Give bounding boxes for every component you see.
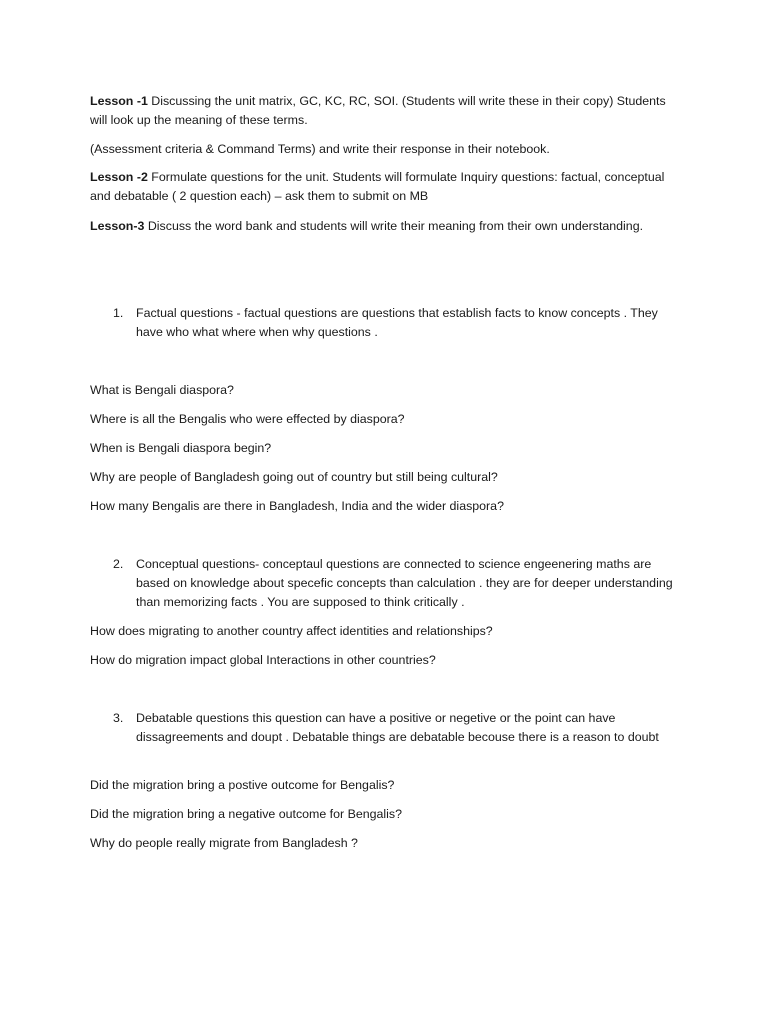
section-1-heading: Factual questions - factual questions are questions that establish facts to know concepts . They have who what where when why questions .: [136, 306, 658, 339]
question-item: What is Bengali diaspora?: [90, 383, 234, 397]
question-item: How many Bengalis are there in Bangladesh, India and the wider diaspora?: [90, 499, 504, 513]
lesson-3-paragraph: [90, 217, 680, 236]
lesson-2-text: Formulate questions for the unit. Students will formulate Inquiry questions: factual, conceptual and debatable ( 2 question each) – ask them to submit on MB: [90, 170, 665, 203]
question-item: How does migrating to another country affect identities and relationships?: [90, 624, 493, 638]
lesson-1-note-text: (Assessment criteria & Command Terms) and write their response in their notebook.: [90, 142, 550, 156]
section-2-heading: Conceptual questions- conceptaul questions are connected to science engeenering maths are based on knowledge about specefic concepts than calculation . they are for deeper understanding than memorizing facts . You are supposed to think critically .: [136, 557, 673, 609]
lesson-1-text: Discussing the unit matrix, GC, KC, RC, SOI. (Students will write these in their copy) Students will look up the meaning of these terms.: [90, 94, 666, 127]
lesson-1-label: Lesson -1: [90, 94, 148, 108]
lesson-1-paragraph: [90, 92, 680, 130]
section-3-heading: Debatable questions this question can have a positive or negetive or the point can have dissagreements and doupt . Debatable things are debatable becouse there is a reason to doubt: [136, 711, 659, 744]
question-item: Why are people of Bangladesh going out of country but still being cultural?: [90, 470, 498, 484]
lesson-2-paragraph: [90, 168, 680, 206]
question-item: When is Bengali diaspora begin?: [90, 441, 272, 455]
lesson-3-label: Lesson-3: [90, 219, 145, 233]
section-3-number: 3.: [113, 711, 124, 725]
question-item: Where is all the Bengalis who were effected by diaspora?: [90, 412, 405, 426]
question-item: How do migration impact global Interactions in other countries?: [90, 653, 436, 667]
section-2-number: 2.: [113, 557, 124, 571]
lesson-3-text: Discuss the word bank and students will write their meaning from their own understanding.: [144, 219, 644, 233]
lesson-1-note: [90, 140, 680, 159]
section-1-number: 1.: [113, 306, 124, 320]
question-item: Why do people really migrate from Bangladesh ?: [90, 836, 358, 850]
lesson-2-label: Lesson -2: [90, 170, 148, 184]
question-item: Did the migration bring a negative outcome for Bengalis?: [90, 807, 403, 821]
question-item: Did the migration bring a postive outcome for Bengalis?: [90, 778, 395, 792]
